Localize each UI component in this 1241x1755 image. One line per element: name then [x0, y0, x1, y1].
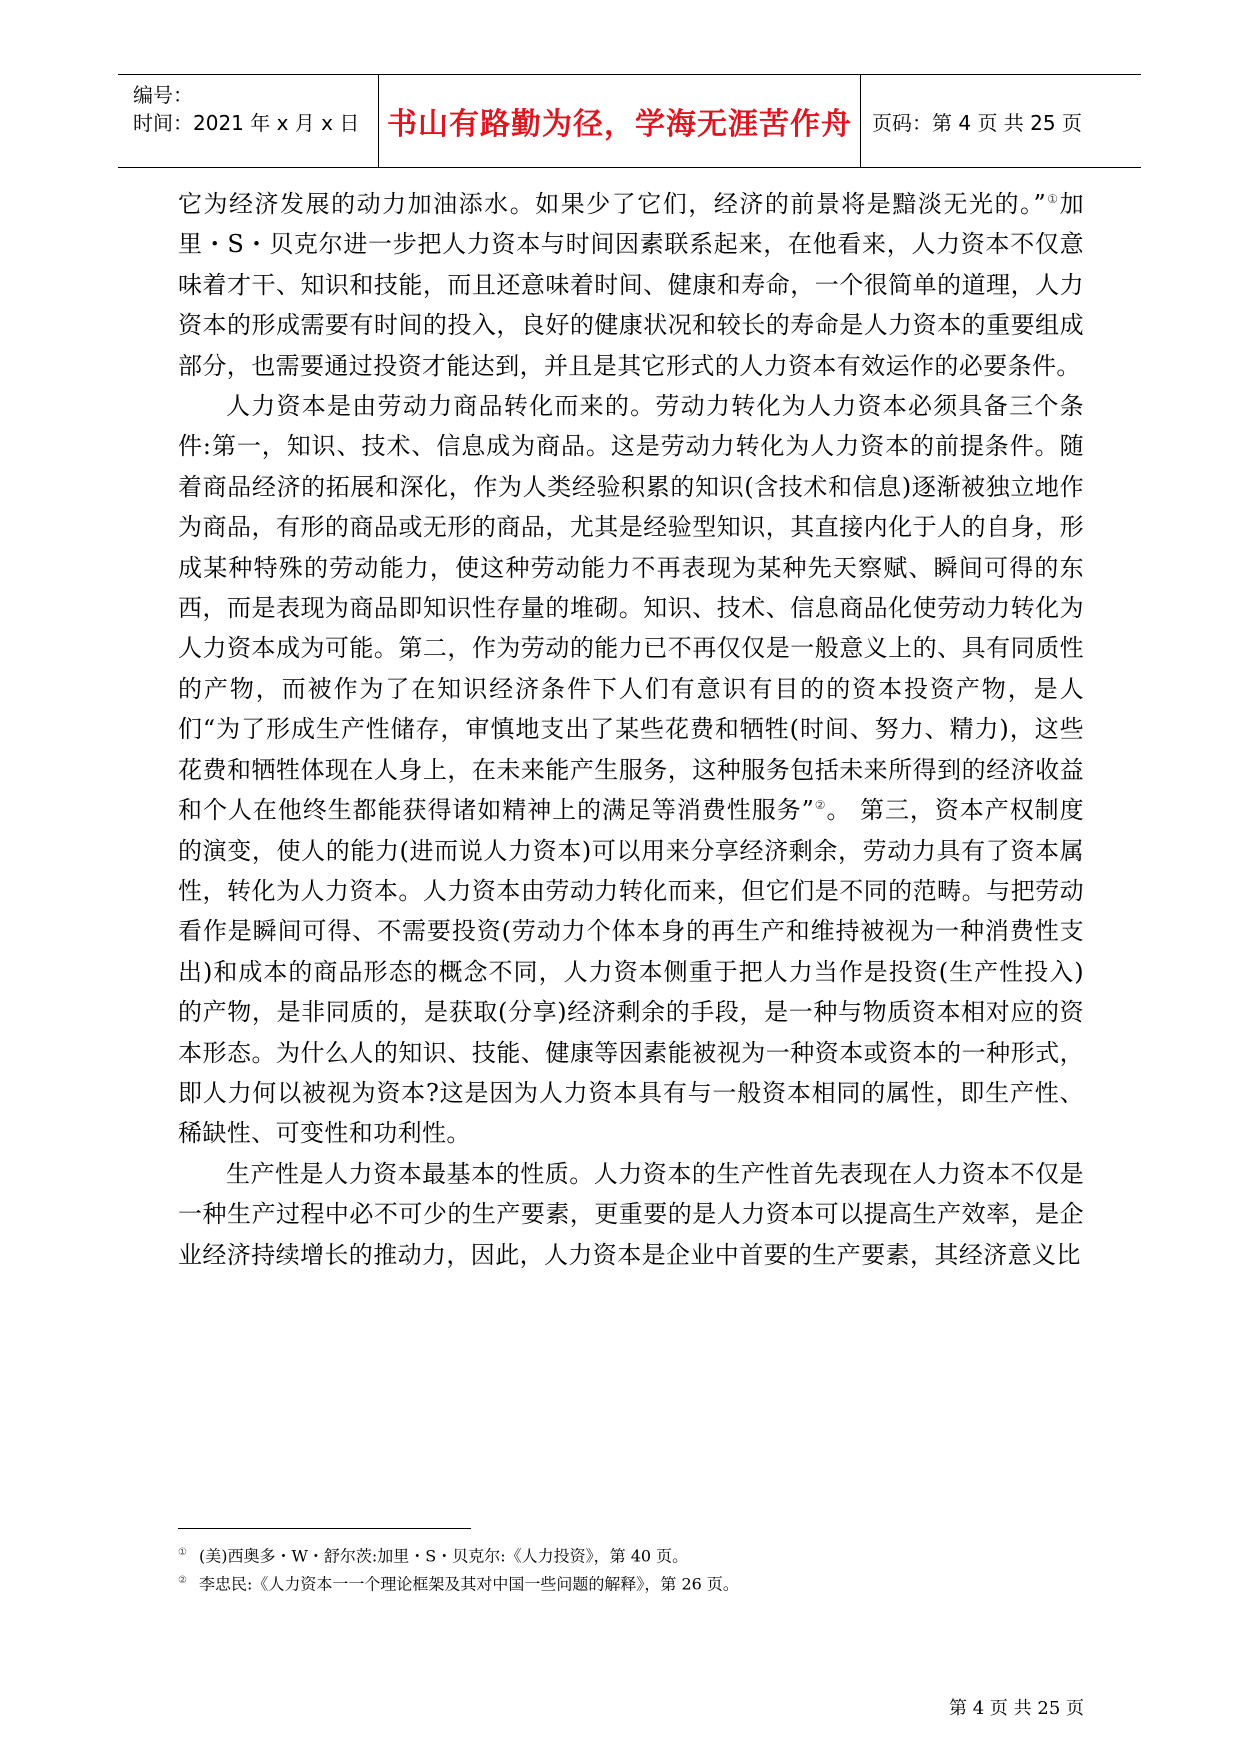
- page-footer: 第 4 页 共 25 页: [949, 1698, 1084, 1719]
- footnote-divider: [178, 1528, 471, 1529]
- header-page-cell: [860, 75, 1141, 167]
- paragraph-2-part-a: 人力资本是由劳动力商品转化而来的。劳动力转化为人力资本必须具备三个条件:第一，知识、技术、信息成为商品。这是劳动力转化为人力资本的前提条件。随着商品经济的拓展和深化，作为人类经验积累的知识(含技术和信息)逐渐被独立地作为商品，有形的商品或无形的商品，尤其是经验型知识，其直接内化于人的自身，形成某种特殊的劳动能力，使这种劳动能力不再表现为某种先天察赋、瞬间可得的东西，而是表现为商品即知识性存量的堆砌。知识、技术、信息商品化使劳动力转化为人力资本成为可能。第二，作为劳动的能力已不再仅仅是一般意义上的、具有同质性的产物，而被作为了在知识经济条件下人们有意识有目的的资本投资产物，是人们“为了形成生产性储存，审慎地支出了某些花费和牺牲(时间、努力、精力)，这些花费和牺牲体现在人身上，在未来能产生服务，这种服务包括未来所得到的经济收益和个人在他终生都能获得诸如精神上的满足等消费性服务”: [178, 392, 1084, 825]
- paragraph-2-part-b: 。 第三，资本产权制度的演变，使人的能力(进而说人力资本)可以用来分享经济剩余，劳动力具有了资本属性，转化为人力资本。人力资本由劳动力转化而来，但它们是不同的范畴。与把劳动看作是瞬间可得、不需要投资(劳动力个体本身的再生产和维持被视为一种消费性支出)和成本的商品形态的概念不同，人力资本侧重于把人力当作是投资(生产性投入)的产物，是非同质的，是获取(分享)经济剩余的手段，是一种与物质资本相对应的资本形态。为什么人的知识、技能、健康等因素能被视为一种资本或资本的一种形式，即人力何以被视为资本?这是因为人力资本具有与一般资本相同的属性，即生产性、稀缺性、可变性和功利性。: [178, 796, 1084, 1148]
- document-header: [118, 74, 1141, 168]
- paragraph-1-part-a: 它为经济发展的动力加油添水。如果少了它们，经济的前景将是黯淡无光的。”: [178, 190, 1047, 218]
- paragraph-2: [178, 386, 1084, 1154]
- header-meta: [118, 75, 378, 167]
- footnote-2-text: 李忠民:《人力资本一一个理论框架及其对中国一些问题的解释》，第 26 页。: [198, 1574, 739, 1594]
- page-code: 页码：第 4 页 共 25 页: [872, 110, 1082, 135]
- time-label: 时间：2021 年 x 月 x 日: [133, 111, 360, 135]
- motto-text: 书山有路勤为径，学海无涯苦作舟: [387, 107, 852, 142]
- footnote-1-text: (美)西奥多・W・舒尔茨:加里・S・贝克尔:《人力投资》，第 40 页。: [198, 1546, 689, 1566]
- number-label: 编号：: [133, 83, 193, 107]
- footnotes: [178, 1540, 1084, 1597]
- footnote-ref-1: ①: [1046, 192, 1060, 206]
- footnote-ref-2: ②: [814, 798, 827, 813]
- paragraph-1-part-b: 加里・S・贝克尔进一步把人力资本与时间因素联系起来，在他看来，人力资本不仅意味着才干、知识和技能，而且还意味着时间、健康和寿命，一个很简单的道理，人力资本的形成需要有时间的投入，良好的健康状况和较长的寿命是人力资本的重要组成部分，也需要通过投资才能达到，并且是其它形式的人力资本有效运作的必要条件。: [178, 190, 1084, 380]
- footnote-2-mark: ②: [178, 1575, 187, 1587]
- footnote-1-mark: ①: [178, 1547, 187, 1558]
- paragraph-3: 生产性是人力资本最基本的性质。人力资本的生产性首先表现在人力资本不仅是一种生产过程中必不可少的生产要素，更重要的是人力资本可以提高生产效率，是企业经济持续增长的推动力，因此，人力资本是企业中首要的生产要素，其经济意义比: [178, 1159, 1084, 1269]
- footnote-2: [178, 1568, 1084, 1596]
- paragraph-1: [178, 184, 1084, 386]
- document-body: [178, 184, 1084, 1275]
- header-motto-cell: [378, 75, 861, 167]
- footnote-1: [178, 1540, 1084, 1568]
